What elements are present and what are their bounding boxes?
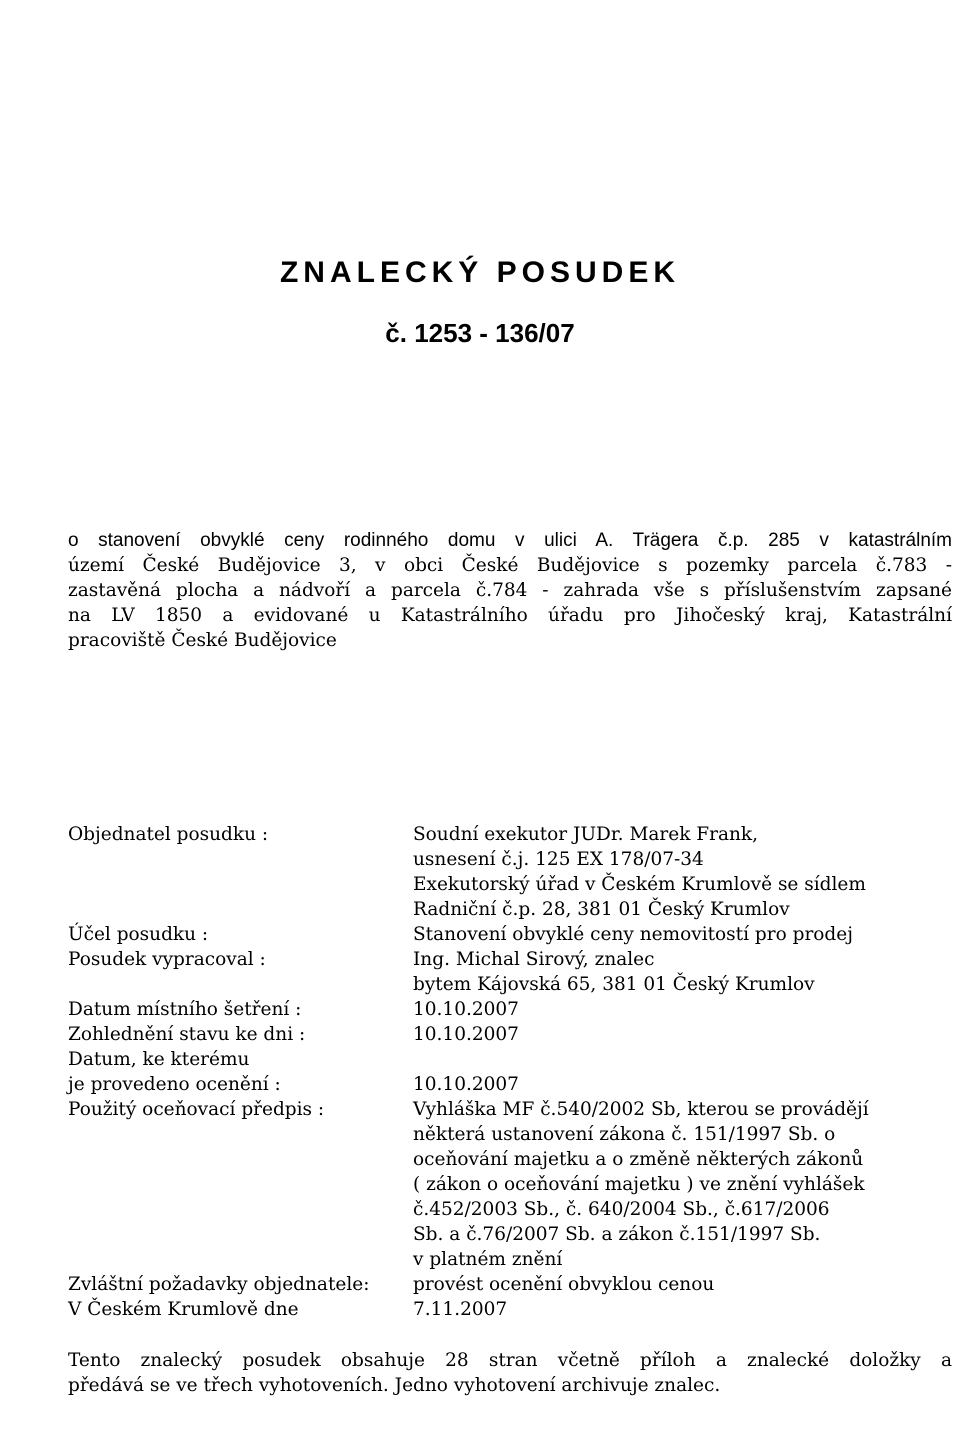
detail-value-line: provést ocenění obvyklou cenou xyxy=(413,1274,715,1295)
detail-value-line: Vyhláška MF č.540/2002 Sb, kterou se provádějí xyxy=(413,1099,869,1120)
detail-label: V Českém Krumlově dne xyxy=(68,1299,299,1320)
detail-value xyxy=(413,1097,958,1272)
detail-value xyxy=(413,1072,958,1097)
detail-label: Použitý oceňovací předpis : xyxy=(68,1099,325,1120)
detail-row-valuation-date-label xyxy=(68,1047,958,1072)
detail-row-purpose xyxy=(68,922,958,947)
intro-paragraph xyxy=(68,528,952,653)
detail-value-line: 10.10.2007 xyxy=(413,1074,519,1095)
detail-label: Datum, ke kterému xyxy=(68,1049,250,1070)
detail-row-author xyxy=(68,947,958,997)
detail-value-line: Sb. a č.76/2007 Sb. a zákon č.151/1997 Sb. xyxy=(413,1224,821,1245)
footer-paragraph xyxy=(68,1348,952,1398)
detail-value xyxy=(413,922,958,947)
intro-line: zastavěná plocha a nádvoří a parcela č.784 - zahrada vše s příslušenstvím zapsané xyxy=(68,580,952,601)
intro-line: území České Budějovice 3, v obci České Budějovice s pozemky parcela č.783 - xyxy=(68,555,952,576)
detail-row-special-requests xyxy=(68,1272,958,1297)
detail-value xyxy=(413,1022,958,1047)
detail-value-line: oceňování majetku a o změně některých zákonů xyxy=(413,1149,864,1170)
detail-value-line: 10.10.2007 xyxy=(413,1024,519,1045)
detail-label: Zvláštní požadavky objednatele: xyxy=(68,1274,370,1295)
detail-value-line: bytem Kájovská 65, 381 01 Český Krumlov xyxy=(413,974,815,995)
detail-value-line: ( zákon o oceňování majetku ) ve znění vyhlášek xyxy=(413,1174,865,1195)
detail-value-line: 7.11.2007 xyxy=(413,1299,508,1320)
detail-value-line: č.452/2003 Sb., č. 640/2004 Sb., č.617/2006 xyxy=(413,1199,830,1220)
detail-value-line: Soudní exekutor JUDr. Marek Frank, xyxy=(413,824,759,845)
intro-line: pracoviště České Budějovice xyxy=(68,630,337,651)
detail-value-line: v platném znění xyxy=(413,1249,563,1270)
document-number: č. 1253 - 136/07 xyxy=(385,318,575,348)
detail-value-line: Ing. Michal Sirový, znalec xyxy=(413,949,655,970)
detail-row-inspection-date xyxy=(68,997,958,1022)
detail-row-valuation-date xyxy=(68,1072,958,1097)
details-table xyxy=(68,822,958,1322)
detail-row-state-date xyxy=(68,1022,958,1047)
detail-value-line: usnesení č.j. 125 EX 178/07-34 xyxy=(413,849,704,870)
detail-label: Účel posudku : xyxy=(68,924,209,945)
detail-value-line: Stanovení obvyklé ceny nemovitostí pro prodej xyxy=(413,924,853,945)
detail-value xyxy=(413,822,958,922)
detail-value xyxy=(413,1297,958,1322)
detail-value xyxy=(413,1272,958,1297)
detail-row-client xyxy=(68,822,958,922)
detail-label: je provedeno ocenění : xyxy=(68,1074,281,1095)
detail-value xyxy=(413,947,958,997)
detail-row-regulation xyxy=(68,1097,958,1272)
detail-label: Posudek vypracoval : xyxy=(68,949,266,970)
detail-value-line: Radniční č.p. 28, 381 01 Český Krumlov xyxy=(413,899,790,920)
detail-row-place-date xyxy=(68,1297,958,1322)
intro-line: o stanovení obvyklé ceny rodinného domu v ulici A. Trägera č.p. 285 v katastrálním xyxy=(68,530,952,551)
detail-value xyxy=(413,997,958,1022)
detail-label: Objednatel posudku : xyxy=(68,824,269,845)
detail-label: Datum místního šetření : xyxy=(68,999,302,1020)
detail-value-line: Exekutorský úřad v Českém Krumlově se sídlem xyxy=(413,874,866,895)
detail-value-line: některá ustanovení zákona č. 151/1997 Sb. o xyxy=(413,1124,836,1145)
intro-line: na LV 1850 a evidované u Katastrálního úřadu pro Jihočeský kraj, Katastrální xyxy=(68,605,952,626)
detail-value-line: 10.10.2007 xyxy=(413,999,519,1020)
detail-value xyxy=(413,1047,958,1072)
footer-line: Tento znalecký posudek obsahuje 28 stran včetně příloh a znalecké doložky a xyxy=(68,1350,952,1371)
document-title: ZNALECKÝ POSUDEK xyxy=(279,256,681,289)
detail-label: Zohlednění stavu ke dni : xyxy=(68,1024,306,1045)
detail-value-line xyxy=(413,1047,958,1072)
footer-line: předává se ve třech vyhotoveních. Jedno vyhotovení archivuje znalec. xyxy=(68,1375,721,1396)
